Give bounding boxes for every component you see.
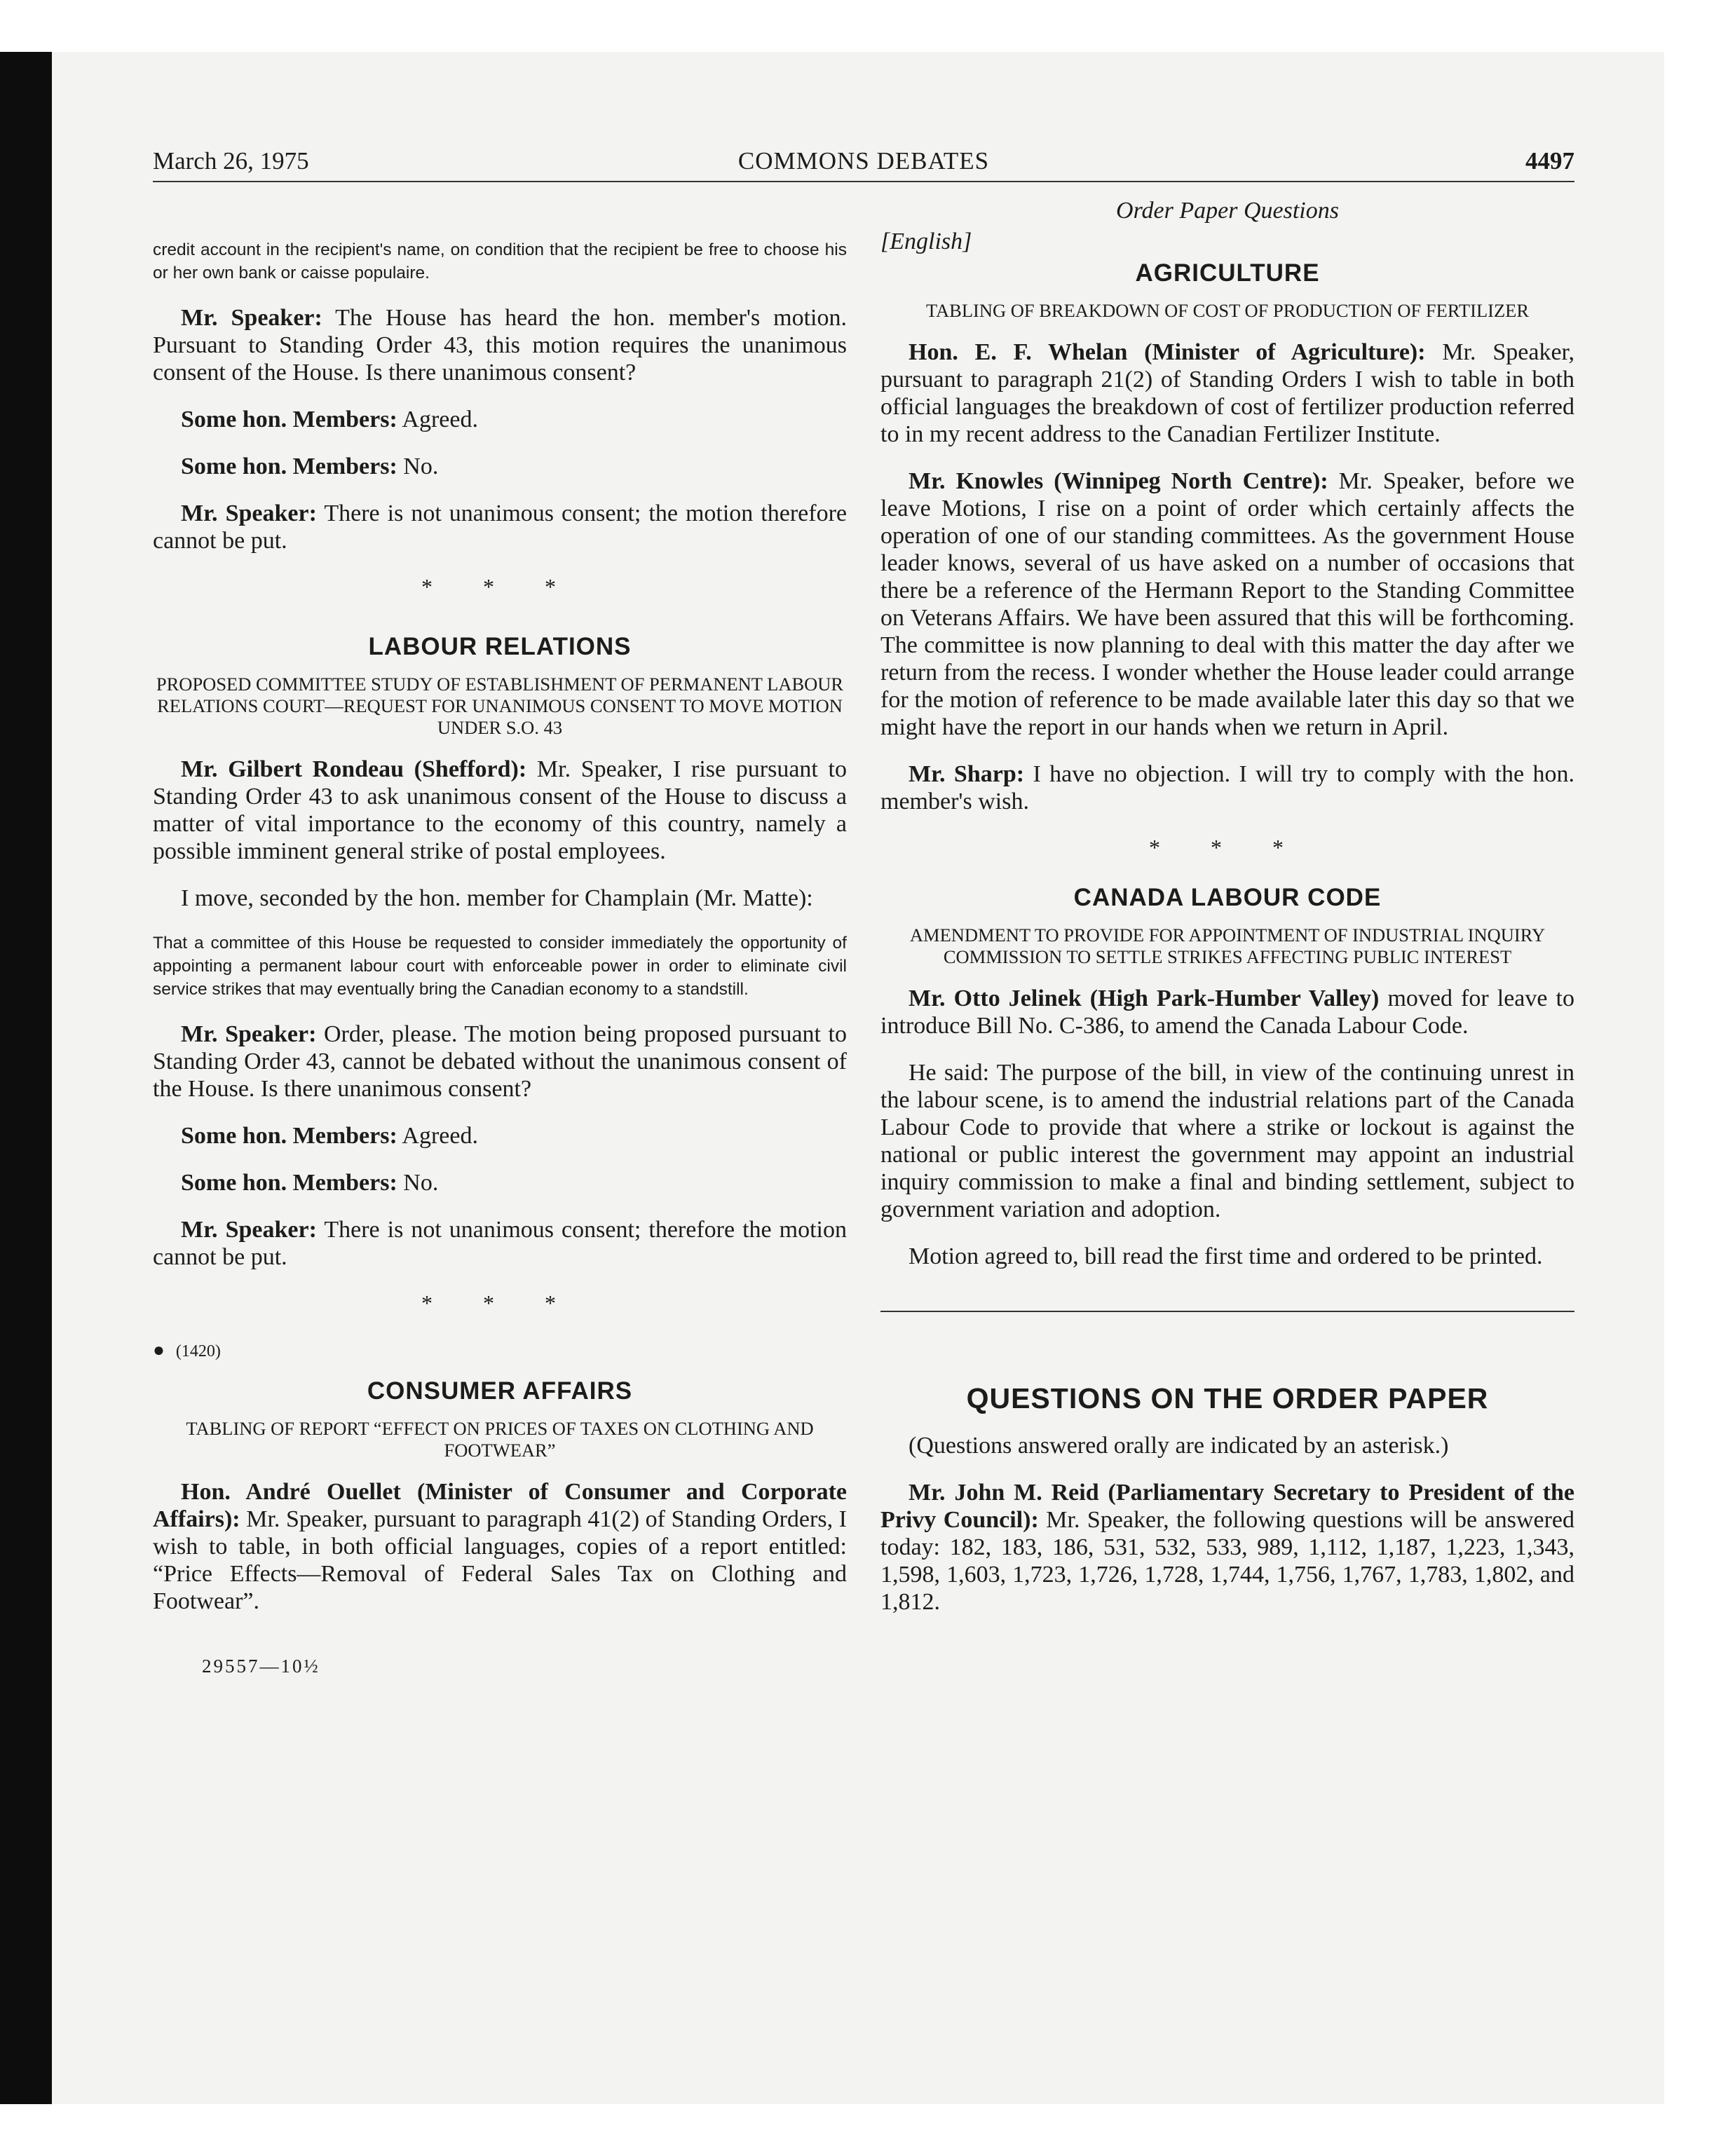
running-head: Order Paper Questions (1116, 198, 1339, 224)
speech-text: No. (397, 453, 439, 479)
page-header (153, 147, 1574, 189)
section-heading: CONSUMER AFFAIRS (367, 1377, 633, 1405)
speech-paragraph (153, 453, 847, 480)
speech-text: Agreed. (397, 407, 478, 432)
speech-paragraph (153, 406, 847, 433)
speech-paragraph (153, 1216, 847, 1271)
speech-paragraph (880, 1479, 1574, 1616)
header-title: COMMONS DEBATES (737, 147, 990, 175)
speaker-name: Mr. Speaker: (181, 305, 322, 331)
speech-text: The House has heard the hon. member's motion. Pursuant to Standing Order 43, this motion requires the unanimous consent of the House. Is there unanimous consent? (153, 305, 848, 386)
speech-paragraph: I move, seconded by the hon. member for Champlain (Mr. Matte): (181, 885, 813, 911)
section-heading: LABOUR RELATIONS (368, 633, 632, 660)
language-marker: [English] (880, 228, 972, 254)
speaker-name: Mr. John M. Reid (Parliamentary Secretary to President of the Privy Council): (880, 1480, 1574, 1533)
subsection-heading: TABLING OF REPORT “EFFECT ON PRICES OF TAXES ON CLOTHING AND FOOTWEAR” (186, 1418, 814, 1461)
speaker-name: Mr. Otto Jelinek (High Park-Humber Valley) (909, 985, 1380, 1011)
subsection-heading: TABLING OF BREAKDOWN OF COST OF PRODUCTION OF FERTILIZER (925, 300, 1530, 321)
speech-text: Mr. Speaker, pursuant to paragraph 21(2) of Standing Orders I wish to table in both official languages the breakdown of cost of fertilizer production referred to in my recent address to the Canadian Fertilizer Institute. (880, 339, 1575, 447)
speaker-name: Mr. Speaker: (181, 500, 317, 526)
section-heading: CANADA LABOUR CODE (1073, 884, 1382, 911)
speech-text: There is not unanimous consent; the motion therefore cannot be put. (153, 500, 847, 554)
speech-paragraph (153, 1122, 847, 1149)
order-paper-heading: QUESTIONS ON THE ORDER PAPER (966, 1382, 1489, 1414)
section-separator: * * * (421, 574, 578, 599)
speech-paragraph: He said: The purpose of the bill, in view of the continuing unrest in the labour scene, is to amend the industrial relations part of the Canada Labour Code to provide that where a strike or lockout is against the national or public interest the government may appoint an industrial inquiry commission to make a final and binding settlement, subject to government variation and adoption. (880, 1060, 1574, 1222)
header-rule (153, 181, 1574, 182)
speech-text: moved for leave to introduce Bill No. C-386, to amend the Canada Labour Code. (880, 985, 1574, 1039)
speech-text: Mr. Speaker, pursuant to paragraph 41(2) of Standing Orders, I wish to table, in both official languages, copies of a report entitled: “Price Effects—Removal of Federal Sales Tax on Clothing and Footwear”. (153, 1506, 847, 1614)
speaker-name: Mr. Knowles (Winnipeg North Centre): (909, 468, 1328, 494)
speaker-name: Mr. Speaker: (181, 1217, 317, 1243)
motion-text: That a committee of this House be requested to consider immediately the opportunity of appointing a permanent labour court with enforceable power in order to eliminate civil service strikes that may eventually bring the Canadian economy to a standstill. (153, 934, 847, 999)
speaker-name: Some hon. Members: (181, 453, 397, 479)
speech-paragraph: (Questions answered orally are indicated by an asterisk.) (909, 1433, 1449, 1459)
section-separator: * * * (421, 1290, 578, 1316)
speaker-name: Mr. Sharp: (909, 761, 1025, 787)
left-column (153, 198, 847, 1677)
section-separator: * * * (1149, 835, 1306, 860)
timestamp-text: (1420) (175, 1342, 221, 1360)
continued-paragraph: credit account in the recipient's name, on condition that the recipient be free to choose his or her own bank or caisse populaire. (153, 240, 847, 282)
speech-text: Mr. Speaker, before we leave Motions, I rise on a point of order which certainly affects the operation of one of our standing committees. As the government House leader knows, several of us have asked on a number of occasions that there be a reference of the Hermann Report to the Standing Committee on Veterans Affairs. We have been assured that this will be forthcoming. The committee is now planning to deal with this matter the day after we return from the recess. I wonder whether the House leader could arrange for the motion of reference to be made available later this day so that we might have the report in our hands when we return in April. (880, 468, 1575, 740)
speech-text: Mr. Speaker, the following questions will be answered today: 182, 183, 186, 531, 532, 533, 989, 1,112, 1,187, 1,223, 1,343, 1,598, 1,603, 1,723, 1,726, 1,728, 1,744, 1,756, 1,767, 1,783, 1,802, and 1,812. (880, 1507, 1574, 1615)
timestamp (153, 1339, 847, 1362)
speaker-name: Mr. Gilbert Rondeau (Shefford): (181, 756, 527, 782)
speech-text: There is not unanimous consent; therefore the motion cannot be put. (153, 1217, 847, 1270)
speech-text: No. (397, 1170, 439, 1196)
speech-text: I have no objection. I will try to comply with the hon. member's wish. (880, 761, 1574, 814)
speaker-name: Some hon. Members: (181, 1170, 397, 1196)
speech-paragraph: Motion agreed to, bill read the first time and ordered to be printed. (909, 1243, 1543, 1269)
speech-text: Order, please. The motion being proposed pursuant to Standing Order 43, cannot be debated without the unanimous consent of the House. Is there unanimous consent? (153, 1021, 847, 1102)
speech-paragraph (880, 339, 1574, 448)
speech-paragraph (880, 468, 1574, 741)
speaker-name: Hon. André Ouellet (Minister of Consumer and Corporate Affairs): (153, 1479, 847, 1532)
speaker-name: Mr. Speaker: (181, 1021, 317, 1047)
speech-text: Mr. Speaker, I rise pursuant to Standing Order 43 to ask unanimous consent of the House to discuss a matter of vital importance to the economy of this country, namely a possible imminent general strike of postal employees. (153, 756, 847, 864)
bullet-icon: ● (153, 1339, 165, 1361)
right-column (880, 198, 1574, 1635)
speech-paragraph (153, 500, 847, 554)
subsection-heading: PROPOSED COMMITTEE STUDY OF ESTABLISHMENT OF PERMANENT LABOUR RELATIONS COURT—REQUEST FOR UNANIMOUS CONSENT TO MOVE MOTION UNDER S.O. 43 (156, 674, 844, 738)
speech-paragraph (153, 1169, 847, 1196)
subsection-heading: AMENDMENT TO PROVIDE FOR APPOINTMENT OF INDUSTRIAL INQUIRY COMMISSION TO SETTLE STRIKES AFFECTING PUBLIC INTEREST (909, 925, 1546, 967)
header-date: March 26, 1975 (153, 147, 309, 175)
speaker-name: Some hon. Members: (181, 407, 397, 432)
speaker-name: Some hon. Members: (181, 1123, 397, 1149)
speech-paragraph (153, 756, 847, 865)
print-code: 29557—10½ (202, 1656, 320, 1677)
speech-paragraph (880, 760, 1574, 815)
speech-paragraph (153, 304, 847, 386)
speech-paragraph (880, 985, 1574, 1039)
section-heading: AGRICULTURE (1135, 259, 1320, 287)
header-page-number: 4497 (1525, 147, 1574, 175)
speech-text: Agreed. (397, 1123, 478, 1149)
speech-paragraph (153, 1021, 847, 1103)
speaker-name: Hon. E. F. Whelan (Minister of Agriculture): (909, 339, 1426, 365)
speech-paragraph (153, 1478, 847, 1615)
scan-edge-bar (0, 52, 52, 2104)
